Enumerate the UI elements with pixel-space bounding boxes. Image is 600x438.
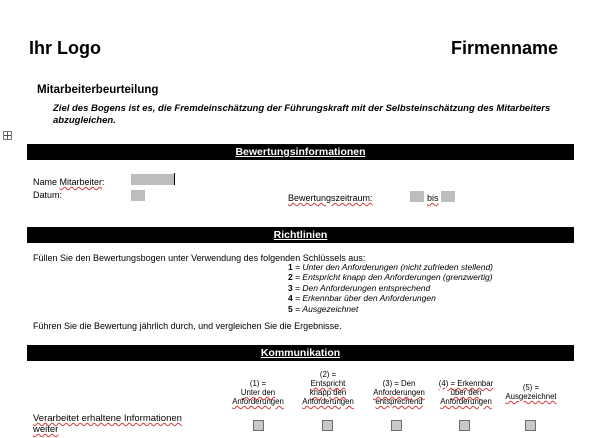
rating-checkbox-3[interactable] bbox=[391, 420, 402, 431]
logo-text: Ihr Logo bbox=[29, 38, 101, 58]
rating-checkbox-1[interactable] bbox=[253, 420, 264, 431]
scale-header-line: Anforderungen bbox=[373, 388, 425, 397]
scale-header-5 bbox=[500, 383, 562, 401]
scale-header-1 bbox=[228, 379, 288, 406]
employee-name-word: Mitarbeiter bbox=[59, 177, 103, 187]
scale-header-3 bbox=[366, 379, 432, 406]
rating-checkbox-5[interactable] bbox=[525, 420, 536, 431]
scale-header-line: über den bbox=[450, 388, 482, 397]
scale-header-4 bbox=[433, 379, 499, 406]
scale-header-line: entsprechend bbox=[375, 397, 423, 406]
rating-key-list bbox=[288, 262, 493, 314]
scale-header-2 bbox=[296, 370, 360, 406]
criterion-label bbox=[33, 413, 182, 435]
document-intro: Ziel des Bogens ist es, die Fremdeinschätzung der Führungskraft mit der Selbsteinschätzung des Mitarbeiters abzugleichen. bbox=[53, 103, 551, 126]
scale-header-line: Anforderungen bbox=[302, 397, 354, 406]
criterion-label-line: weiter bbox=[33, 424, 59, 435]
guidelines-closing: Führen Sie die Bewertung jährlich durch, und vergleichen Sie die Ergebnisse. bbox=[33, 321, 342, 331]
text-cursor bbox=[174, 173, 175, 185]
rating-key-item: 1 = Unter den Anforderungen (nicht zufrieden stellend) bbox=[288, 262, 493, 272]
date-label: Datum: bbox=[33, 190, 63, 200]
section-header-guidelines bbox=[27, 227, 574, 243]
scale-header-line: knapp den bbox=[309, 388, 347, 397]
period-end-field[interactable] bbox=[441, 191, 455, 202]
employee-name-label bbox=[33, 177, 105, 188]
scale-header-line: (1) = bbox=[249, 379, 267, 388]
section-title-guidelines: Richtlinien bbox=[273, 229, 328, 241]
rating-key-item: 5 = Ausgezeichnet bbox=[288, 303, 359, 314]
document-title: Mitarbeiterbeurteilung bbox=[37, 84, 159, 96]
criterion-label-line: Verarbeitet erhaltene Informationen bbox=[33, 413, 182, 424]
scale-header-line: Entspricht bbox=[310, 379, 346, 388]
scale-header-line: Ausgezeichnet bbox=[505, 392, 557, 401]
section-header-info bbox=[27, 144, 574, 160]
period-to-label: bis bbox=[427, 193, 439, 203]
scale-header-line: (5) = bbox=[522, 383, 540, 392]
scale-header-line: (3) = Den bbox=[382, 379, 416, 388]
company-name: Firmenname bbox=[450, 38, 558, 58]
date-field[interactable] bbox=[131, 190, 145, 201]
section-header-communication bbox=[27, 345, 574, 361]
guidelines-intro: Füllen Sie den Bewertungsbogen unter Verwendung des folgenden Schlüssels aus: bbox=[33, 253, 366, 263]
section-title-communication: Kommunikation bbox=[260, 347, 341, 359]
table-move-handle-icon[interactable] bbox=[3, 131, 12, 140]
rating-key-item: 2 = Entspricht knapp den Anforderungen (grenzwertig) bbox=[288, 272, 493, 283]
scale-header-line: (4) = Erkennbar bbox=[438, 379, 494, 388]
scale-header-line: Anforderungen bbox=[232, 397, 284, 406]
rating-key-item: 3 = Den Anforderungen entsprechend bbox=[288, 282, 431, 293]
scale-header-line: (2) = bbox=[319, 370, 337, 379]
rating-checkbox-4[interactable] bbox=[459, 420, 470, 431]
scale-header-line: Unter den bbox=[240, 388, 276, 397]
rating-key-item: 4 = Erkennbar über den Anforderungen bbox=[288, 293, 436, 304]
rating-checkbox-2[interactable] bbox=[322, 420, 333, 431]
employee-name-field[interactable] bbox=[131, 174, 175, 185]
period-label: Bewertungszeitraum: bbox=[288, 193, 373, 203]
employee-name-prefix: Name bbox=[33, 177, 60, 187]
scale-header-line: Anforderungen bbox=[440, 397, 492, 406]
employee-name-suffix: : bbox=[102, 177, 105, 187]
period-start-field[interactable] bbox=[410, 191, 424, 202]
section-title-info: Bewertungsinformationen bbox=[235, 146, 366, 158]
